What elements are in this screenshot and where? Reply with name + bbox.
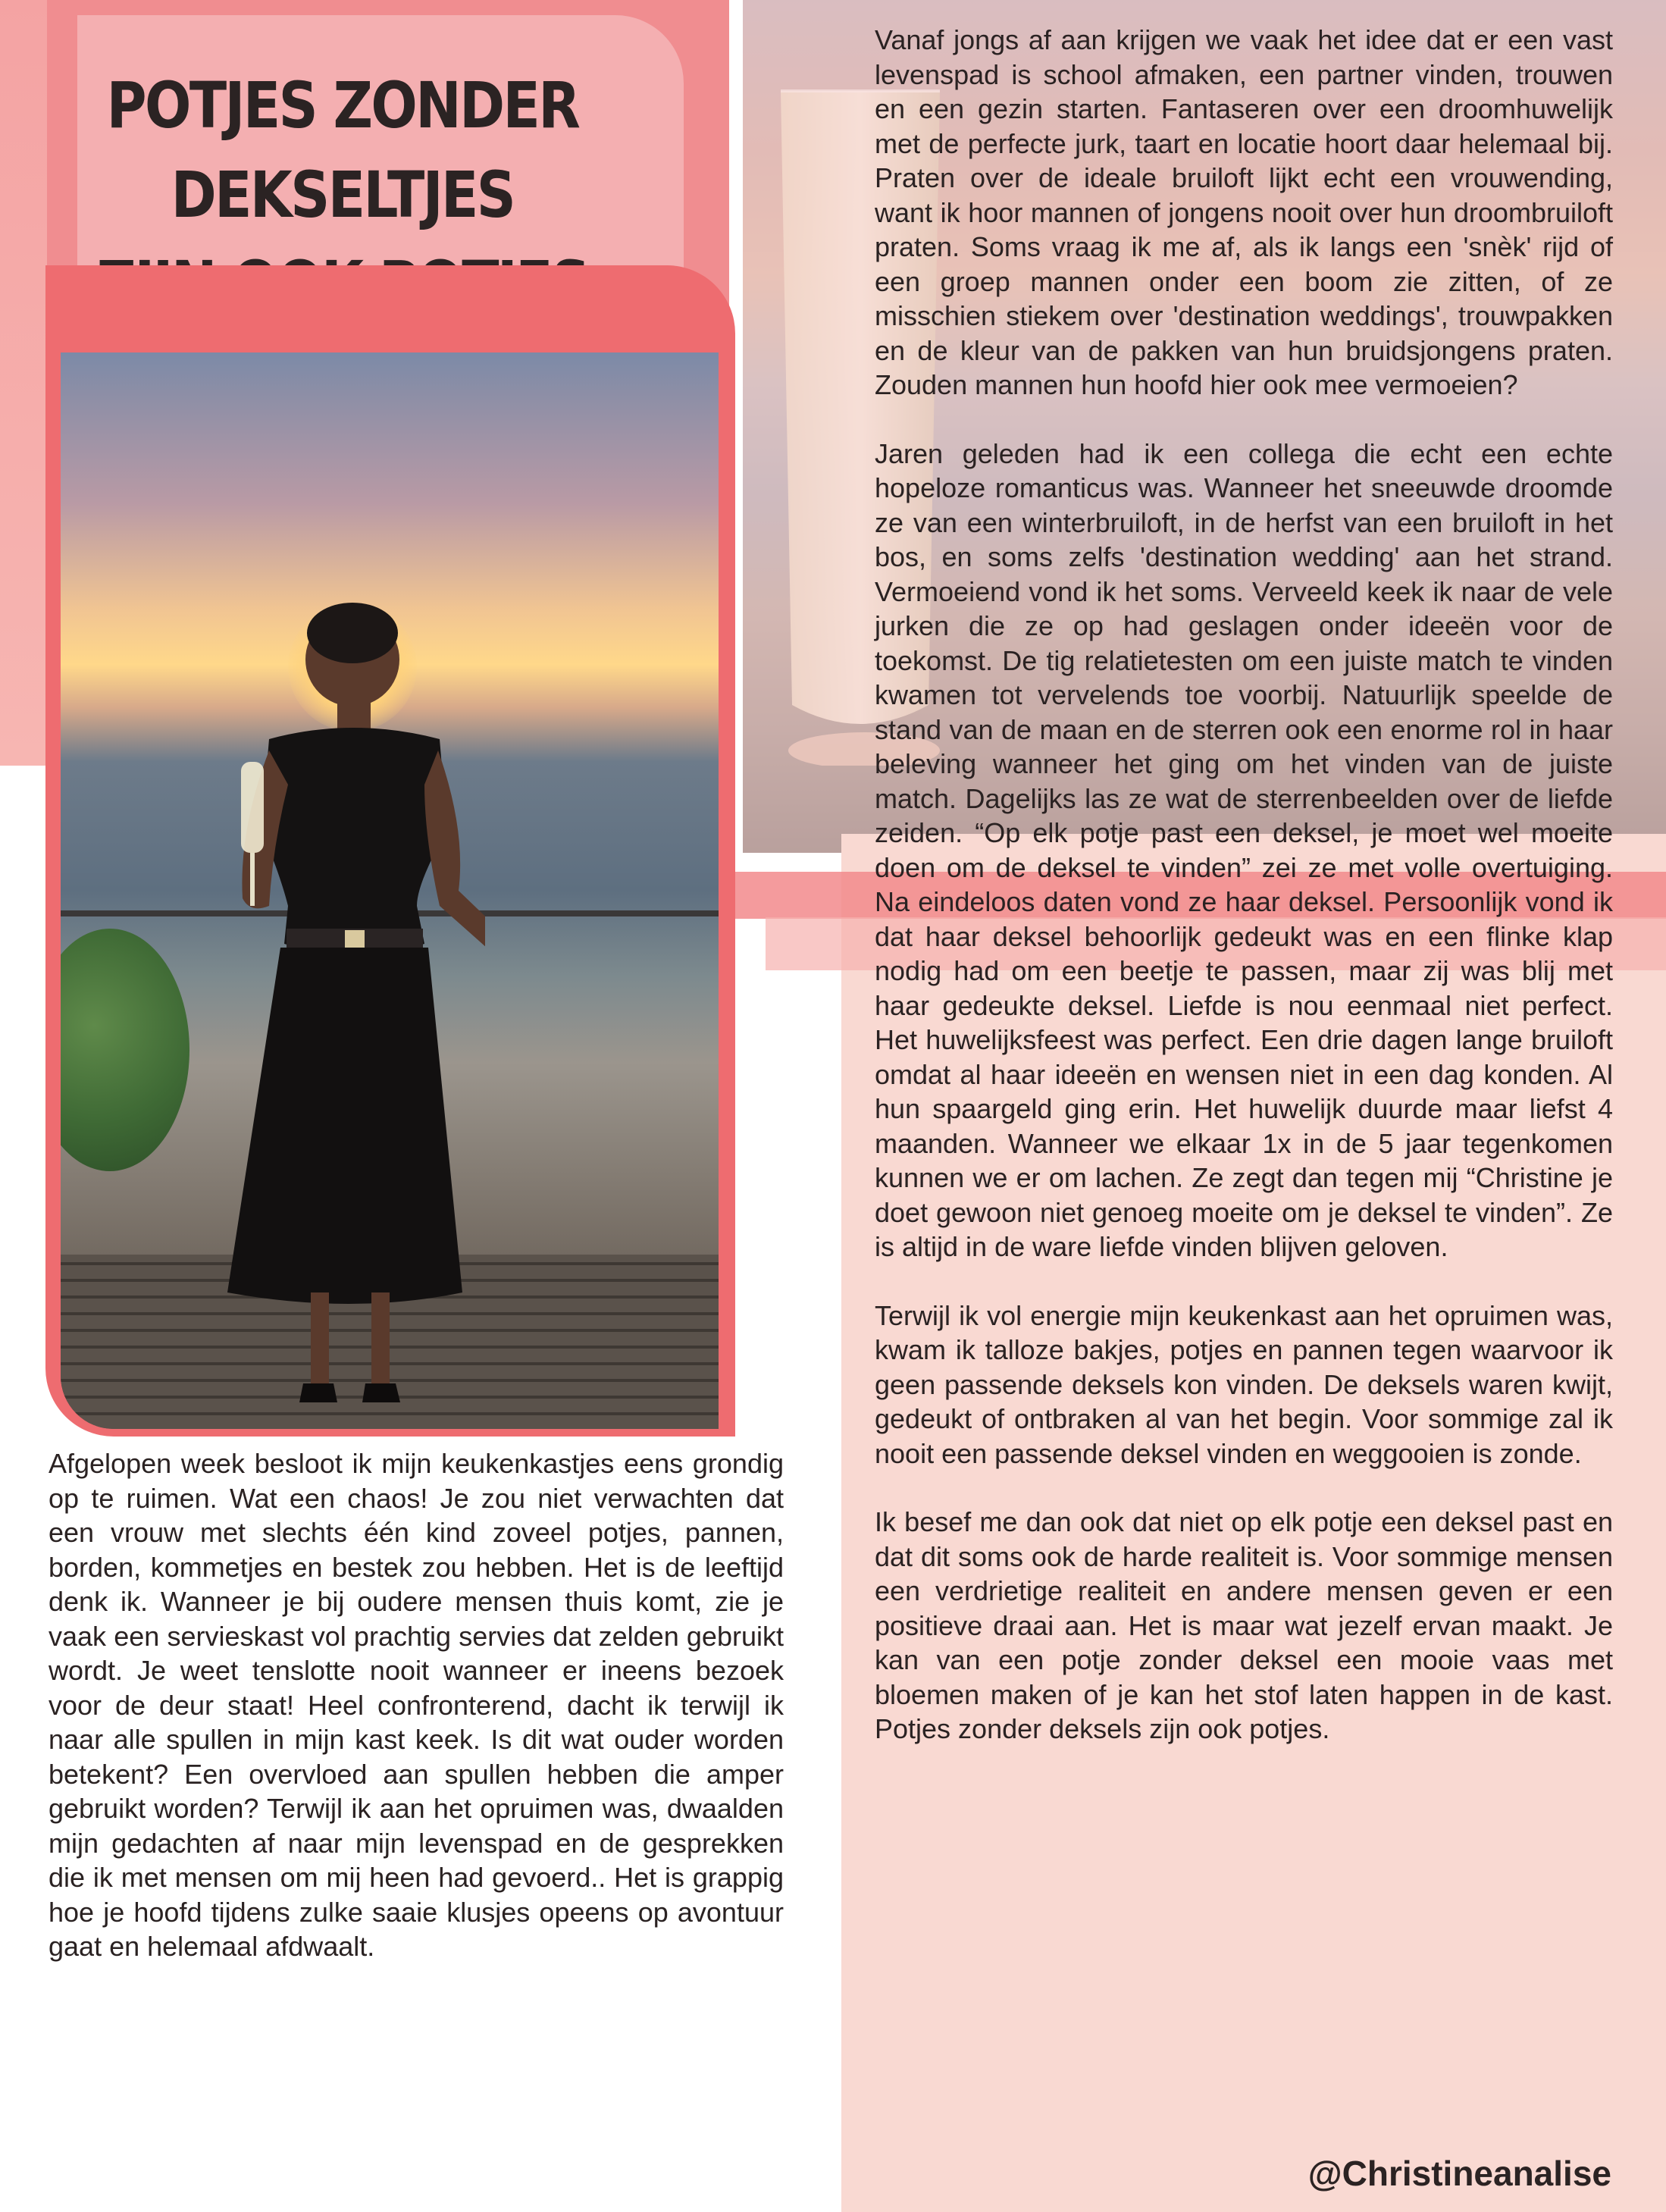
shrub	[61, 929, 189, 1171]
intro-column	[49, 1446, 784, 1964]
title-line-1: POTJES ZONDER	[106, 68, 579, 143]
woman-figure	[197, 587, 485, 1406]
body-paragraph-3: Terwijl ik vol energie mijn keukenkast aan het opruimen was, kwam ik talloze bakjes, potjes en pannen tegen waarvoor ik geen passende deksels kon vinden. De deksels waren kwijt, gedeukt of ontbraken al van het begin. Voor sommige zal ik nooit een passende deksel vinden en weggooien is zonde.	[875, 1299, 1613, 1469]
body-column	[875, 23, 1613, 1747]
portrait-photo	[61, 352, 719, 1429]
body-paragraph-4: Ik besef me dan ook dat niet op elk potje een deksel past en dat dit soms ook de harde realiteit is. Voor sommige mensen een verdrietige realiteit en andere mensen geven er een positieve draai aan. Het is maar wat jezelf ervan maakt. Je kan van een potje zonder deksel een mooie vaas met bloemen maken of je kan het stof laten happen in de kast. Potjes zonder deksels zijn ook potjes.	[875, 1506, 1613, 1744]
intro-paragraph: Afgelopen week besloot ik mijn keukenkastjes eens grondig op te ruimen. Wat een chaos! Je zou niet verwachten dat een vrouw met slechts één kind zoveel potjes, pannen, borden, kommetjes en bestek zou hebben. Het is de leeftijd denk ik. Wanneer je bij oudere mensen thuis komt, zie je vaak een servieskast vol prachtig servies dat zelden gebruikt wordt. Je weet tenslotte nooit wanneer er ineens bezoek voor de deur staat! Heel confronterend, dacht ik terwijl ik naar alle spullen in mijn kast keek. Is dit wat ouder worden betekent? Een overvloed aan spullen hebben die amper gebruikt worden? Terwijl ik aan het opruimen was, dwaalden mijn gedachten af naar mijn levenspad en de gesprekken die ik met mensen om mij heen had gevoerd.. Het is grappig hoe je hoofd tijdens zulke saaie klusjes opeens op avontuur gaat en helemaal afdwaalt.	[49, 1448, 784, 1962]
author-handle: @Christineanalise	[1307, 2154, 1611, 2193]
body-paragraph-1: Vanaf jongs af aan krijgen we vaak het idee dat er een vast levenspad is school afmaken, een partner vinden, trouwen en een gezin starten. Fantaseren over een droomhuwelijk met de perfecte jurk, taart en locatie hoort daar helemaal bij. Praten over de ideale bruiloft lijkt echt een vrouwending, want ik hoor mannen of jongens nooit over hun droombruiloft praten. Soms vraag ik me af, als ik langs een 'snèk' rijd of een groep mannen onder een boom zie zitten, of ze misschien stiekem over 'destination weddings', trouwpakken en de kleur van de pakken van hun bruidsjongens praten. Zouden mannen hun hoofd hier ook mee vermoeien?	[875, 24, 1613, 400]
body-paragraph-2: Jaren geleden had ik een collega die echt een echte hopeloze romanticus was. Wanneer het sneeuwde droomde ze van een winterbruiloft, in de herfst van een bruiloft in het bos, en soms zelfs 'destination wedding' aan het strand. Vermoeiend vond ik het soms. Verveeld keek ik naar de vele jurken die ze op had geslagen onder ideeën voor de toekomst. De tig relatietesten om een juiste match te vinden kwamen tot vervelends toe voorbij. Natuurlijk speelde de stand van de maan en de sterren ook een enorme rol in haar beleving wanneer het ging om het vinden van de juiste match. Dagelijks las ze wat de sterrenbeelden over de liefde zeiden. “Op elk potje past een deksel, je moet wel moeite doen om de deksel te vinden” zei ze met volle overtuiging. Na eindeloos daten vond ze haar deksel. Persoonlijk vond ik dat haar deksel behoorlijk gedeukt was en een flinke klap nodig had om een beetje te passen, maar zij was blij met haar gedeukte deksel. Liefde is nou eenmaal niet perfect. Het huwelijksfeest was perfect. Een drie dagen lange bruiloft omdat al haar ideeën en wensen niet in een dag konden. Al hun spaargeld ging erin. Het huwelijk duurde maar liefst 4 maanden. Wanneer we elkaar 1x in de 5 jaar tegenkomen kunnen we er om lachen. Ze zegt dan tegen mij “Christine je doet gewoon niet genoeg moeite om je deksel te vinden”. Ze is altijd in de ware liefde vinden blijven geloven.	[875, 437, 1613, 1262]
title-line-2: DEKSELTJES	[171, 158, 515, 232]
